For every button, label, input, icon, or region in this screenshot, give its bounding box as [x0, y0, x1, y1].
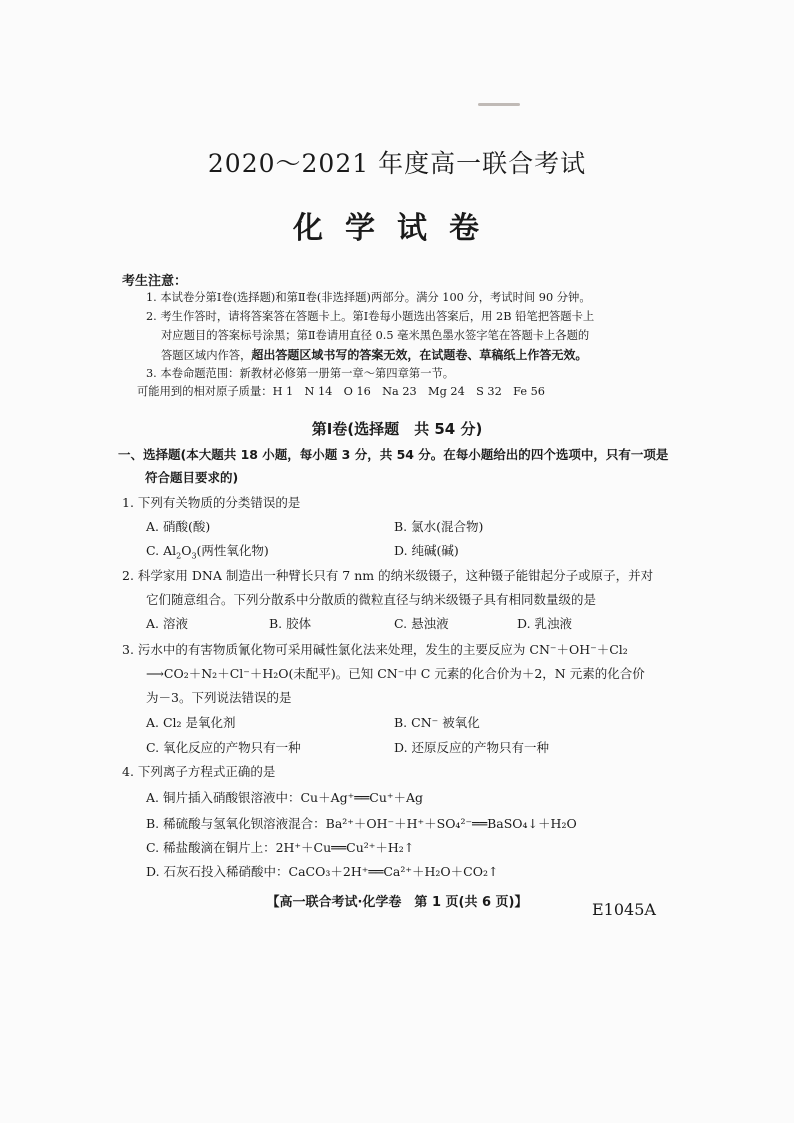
notice-line-1: 1. 本试卷分第Ⅰ卷(选择题)和第Ⅱ卷(非选择题)两部分。满分 100 分，考试时间 90 分钟。: [146, 291, 591, 304]
page-footer: 【高一联合考试·化学卷 第 1 页(共 6 页)】: [266, 895, 528, 910]
section-instruction-2: 符合题目要求的): [145, 470, 239, 485]
question-4-stem: 4. 下列离子方程式正确的是: [122, 764, 276, 779]
paper-code: E1045A: [592, 900, 656, 919]
section-instruction-1: 一、选择题(本大题共 18 小题，每小题 3 分，共 54 分。在每小题给出的四个选项中，只有一项是: [118, 447, 669, 462]
notice-line-2: 2. 考生作答时，请将答案答在答题卡上。第Ⅰ卷每小题选出答案后，用 2B 铅笔把答题卡上: [146, 310, 595, 323]
question-2-option-b: B. 胶体: [269, 616, 312, 631]
question-1-option-a: A. 硝酸(酸): [146, 519, 211, 534]
section-title: 第Ⅰ卷(选择题 共 54 分): [311, 420, 483, 438]
question-3-stem-3: 为－3。下列说法错误的是: [146, 690, 292, 705]
question-1-option-c: C. $Al_2O_3$(两性氧化物): [146, 543, 269, 561]
question-4-option-a: A. 铜片插入硝酸银溶液中：Cu＋Ag⁺══Cu⁺＋Ag: [146, 790, 424, 805]
notice-line-4: 答题区域内作答，超出答题区域书写的答案无效，在试题卷、草稿纸上作答无效。: [161, 348, 588, 362]
notice-line-5: 3. 本卷命题范围：新教材必修第一册第一章～第四章第一节。: [146, 367, 455, 380]
question-1-option-b: B. 氯水(混合物): [394, 519, 484, 534]
question-2-stem-1: 2. 科学家用 DNA 制造出一种臂长只有 7 nm 的纳米级镊子，这种镊子能钳起分子或原子，并对: [122, 568, 654, 583]
question-4-option-d: D. 石灰石投入稀硝酸中：CaCO₃＋2H⁺══Ca²⁺＋H₂O＋CO₂↑: [146, 864, 499, 879]
exam-title: 2020～2021 年度高一联合考试: [207, 149, 587, 178]
notice-line-3: 对应题目的答案标号涂黑；第Ⅱ卷请用直径 0.5 毫米黑色墨水签字笔在答题卡上各题的: [161, 329, 590, 342]
question-3-stem-2: ⟶CO₂＋N₂＋Cl⁻＋H₂O(未配平)。已知 CN⁻中 C 元素的化合价为＋2，N 元素的化合价: [146, 666, 645, 681]
question-2-option-d: D. 乳浊液: [517, 616, 573, 631]
question-2-stem-2: 它们随意组合。下列分散系中分散质的微粒直径与纳米级镊子具有相同数量级的是: [146, 592, 597, 607]
atomic-masses: 可能用到的相对原子质量：H 1 N 14 O 16 Na 23 Mg 24 S 32 Fe 56: [137, 385, 545, 398]
subject-title: 化学试卷: [293, 211, 501, 246]
question-3-option-d: D. 还原反应的产物只有一种: [394, 740, 550, 755]
question-3-option-c: C. 氧化反应的产物只有一种: [146, 740, 301, 755]
question-2-option-a: A. 溶液: [146, 616, 188, 631]
question-4-option-c: C. 稀盐酸滴在铜片上：2H⁺＋Cu══Cu²⁺＋H₂↑: [146, 840, 415, 855]
notice-emphasis: 超出答题区域书写的答案无效，在试题卷、草稿纸上作答无效。: [251, 348, 588, 362]
question-1-stem: 1. 下列有关物质的分类错误的是: [122, 495, 301, 510]
question-4-option-b: B. 稀硫酸与氢氧化钡溶液混合：Ba²⁺＋OH⁻＋H⁺＋SO₄²⁻══BaSO₄↓＋H₂O: [146, 816, 577, 831]
question-3-option-a: A. Cl₂ 是氧化剂: [146, 715, 236, 730]
scan-mark: [478, 103, 520, 106]
question-3-option-b: B. CN⁻ 被氧化: [394, 715, 480, 730]
question-3-stem-1: 3. 污水中的有害物质氰化物可采用碱性氯化法来处理，发生的主要反应为 CN⁻＋OH⁻＋Cl₂: [122, 642, 628, 657]
notice-heading: 考生注意：: [122, 274, 188, 289]
question-2-option-c: C. 悬浊液: [394, 616, 449, 631]
question-1-option-d: D. 纯碱(碱): [394, 543, 459, 558]
